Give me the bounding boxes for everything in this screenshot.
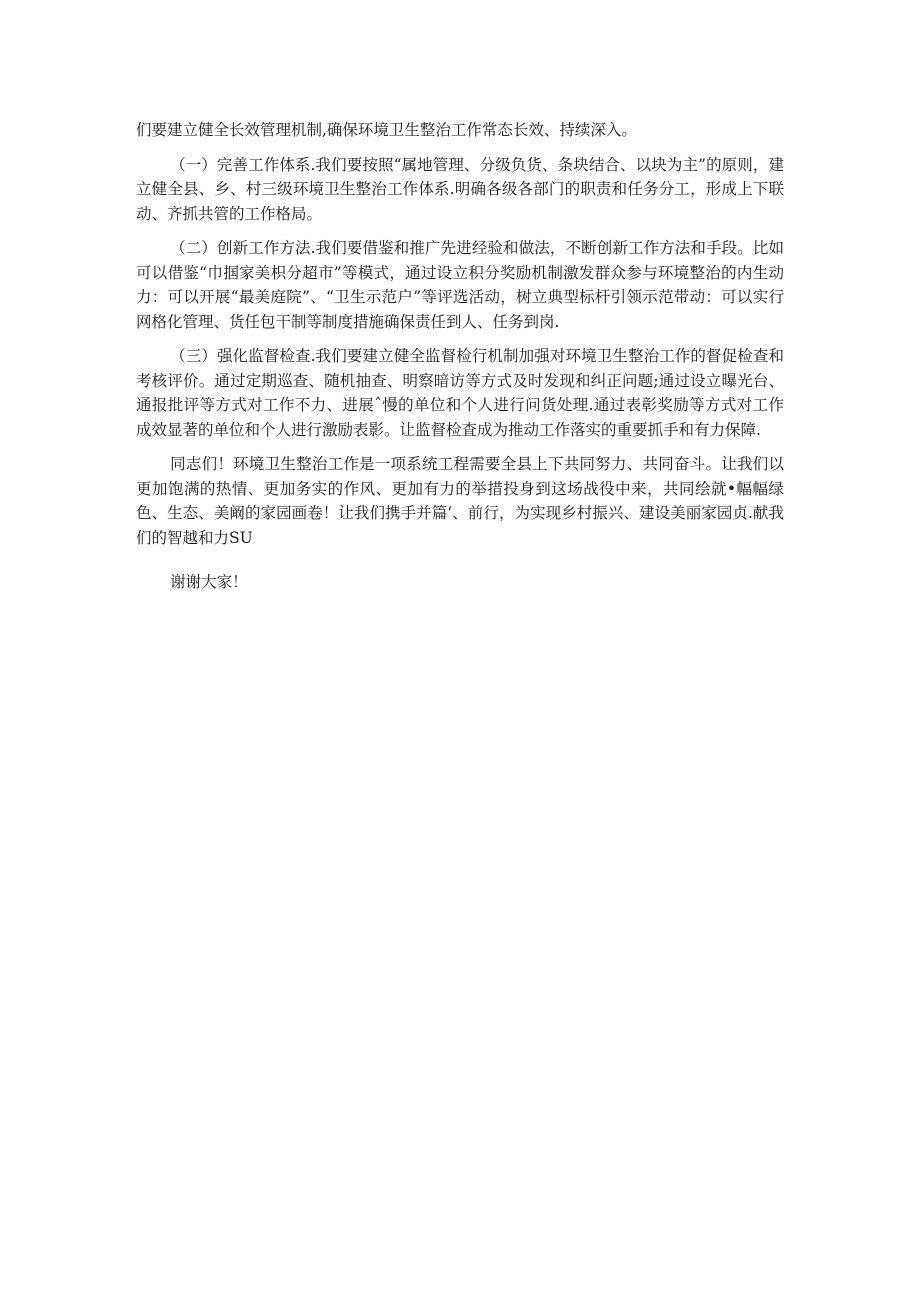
paragraph-continuation: 们要建立健全长效管理机制,确保环境卫生整治工作常态长效、持续深入。	[136, 121, 637, 139]
closing-thanks: 谢谢大家！	[170, 573, 248, 591]
paragraph-supervision: （三）强化监督检查.我们要建立健全监督检行机制加强对环境卫生整治工作的督促检查和考核评价。通过定期巡查、随机抽查、明察暗访等方式及时发现和纠正问题;通过设立曝光台、通报批评等方式对工作不力、进展ˆ慢的单位和个人进行问货处理.通过表彰奖励等方式对工作成效显著的单位和个人进行激励表影。让监督检査成为推动工作落实的重要抓手和有力保障.	[136, 347, 784, 439]
paragraph-call-to-action: 同志们！环境卫生整治工作是一项系统工程需要全县上下共同努力、共同奋斗。让我们以更加饱满的热情、更加务实的作风、更加有力的举措投身到这场战役中来，共同绘就•幅幅绿色、生态、美阚的家园画卷！让我们携手并篇‘、前行，为实现乡村振兴、建设美丽家园贞.献我们的智越和力SU	[136, 455, 784, 547]
paragraph-work-system: （一）完善工作体系.我们要按照“属地管理、分级负货、条块结合、以块为主”的原则，建立健全县、乡、村三级环境卫生整治工作体系.明确各级各部门的职责和任务分工，形成上下联动、齐抓共管的工作格局。	[136, 155, 784, 223]
paragraph-work-methods: （二）创新工作方法.我们要借鉴和推广先进经验和做法，不断创新工作方法和手段。比如可以借鉴“巾掴家美枳分超市”等模式，通过设立积分奖励机制激发群众参与环境整治的内生动力：可以开展“最美庭院”、“卫生示范户”等评选活动，树立典型标杆引领示范带动：可以实行网格化管理、货任包干制等制度措施确保责任到人、任务到岗.	[136, 239, 784, 331]
document-body	[136, 118, 784, 595]
